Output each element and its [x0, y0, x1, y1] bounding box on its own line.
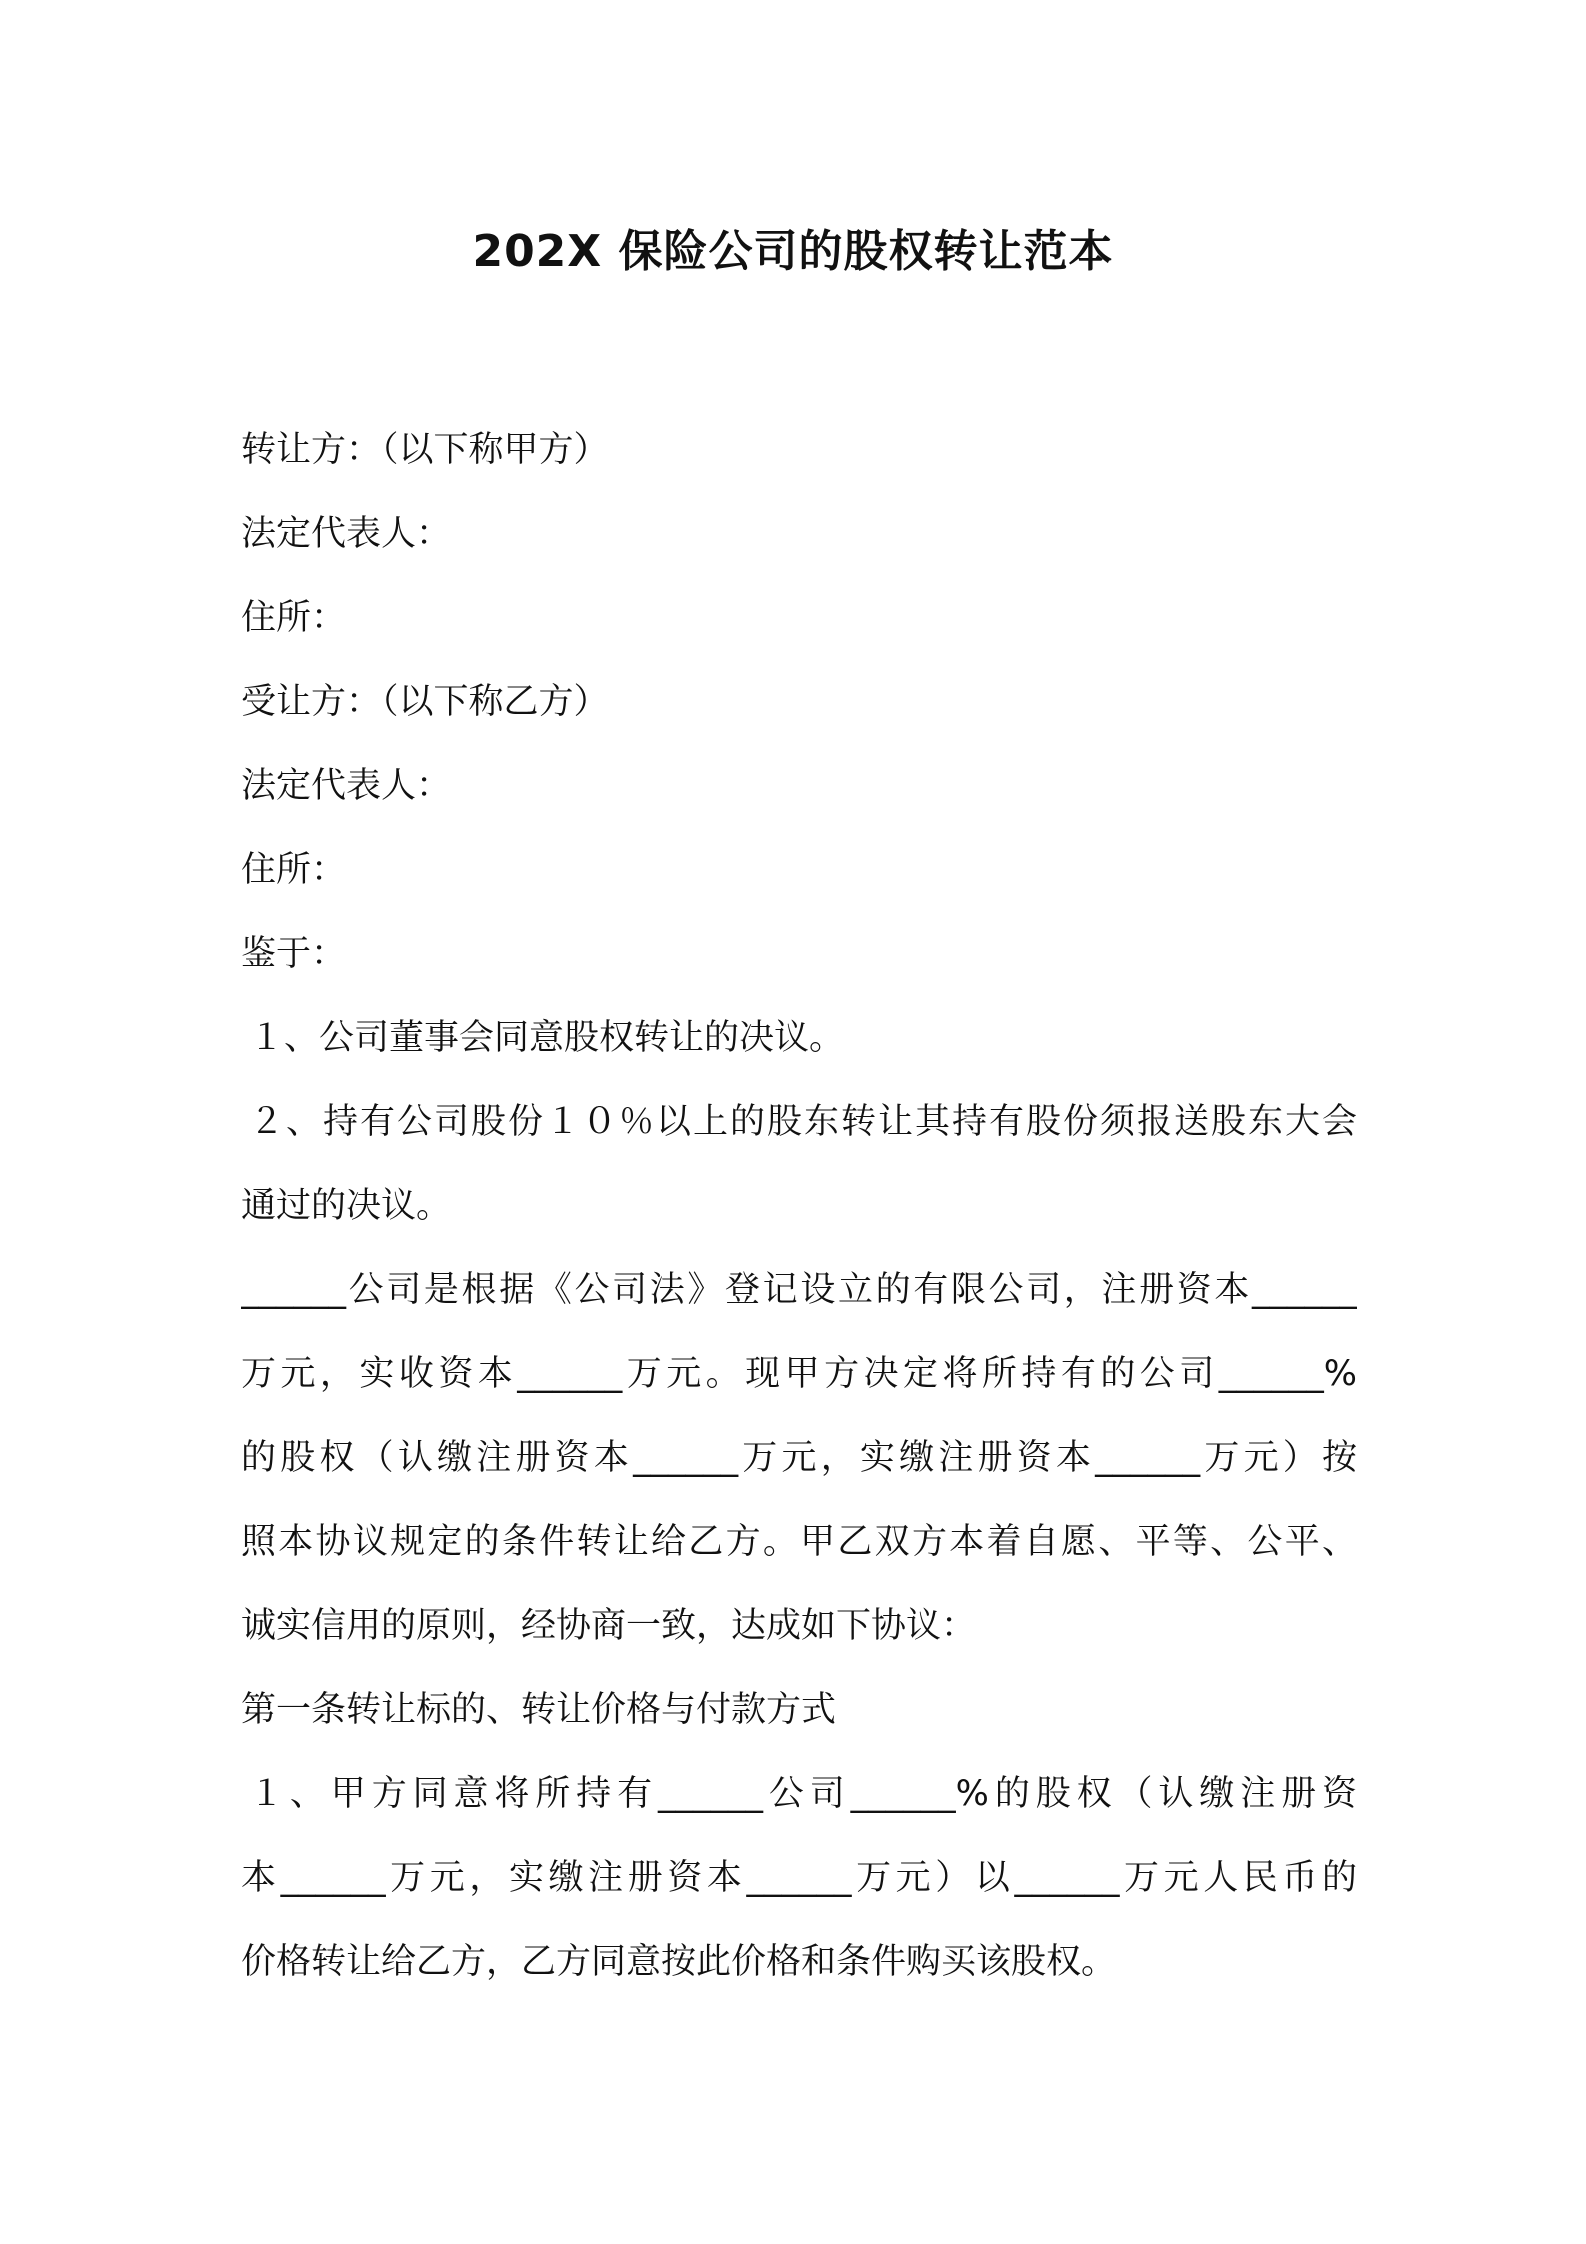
- company-paragraph-line-4: 照本协议规定的条件转让给乙方。甲乙双方本着自愿、平等、公平、: [241, 1522, 1357, 1562]
- article-1-heading: 第一条转让标的、转让价格与付款方式: [241, 1690, 837, 1730]
- article-1-item-1-line-1: １、甲方同意将所持有______公司______%的股权（认缴注册资: [249, 1774, 1357, 1814]
- whereas-item-2-line-1: ２、持有公司股份１０％以上的股东转让其持有股份须报送股东大会: [249, 1102, 1357, 1142]
- transferor-line: 转让方：（以下称甲方）: [241, 430, 609, 470]
- whereas-heading: 鉴于：: [241, 934, 347, 974]
- transferee-line: 受让方：（以下称乙方）: [241, 682, 609, 722]
- whereas-item-1: １、公司董事会同意股权转让的决议。: [249, 1018, 845, 1058]
- article-1-item-1-line-3: 价格转让给乙方，乙方同意按此价格和条件购买该股权。: [241, 1942, 1117, 1982]
- article-1-item-1-line-2: 本______万元，实缴注册资本______万元）以______万元人民币的: [241, 1858, 1357, 1898]
- company-paragraph-line-3: 的股权（认缴注册资本______万元，实缴注册资本______万元）按: [241, 1438, 1357, 1478]
- document-body: [241, 408, 1357, 2004]
- document-title: 202X 保险公司的股权转让范本: [472, 226, 1114, 277]
- company-paragraph-line-2: 万元，实收资本______万元。现甲方决定将所持有的公司______%: [241, 1354, 1357, 1394]
- transferor-address-line: 住所：: [241, 598, 347, 638]
- whereas-item-2-line-2: 通过的决议。: [241, 1186, 452, 1226]
- company-paragraph-line-5: 诚实信用的原则，经协商一致，达成如下协议：: [241, 1606, 977, 1646]
- company-paragraph-line-1: ______公司是根据《公司法》登记设立的有限公司，注册资本______: [241, 1270, 1357, 1310]
- transferor-legal-rep-line: 法定代表人：: [241, 514, 452, 554]
- transferee-address-line: 住所：: [241, 850, 347, 890]
- transferee-legal-rep-line: 法定代表人：: [241, 766, 452, 806]
